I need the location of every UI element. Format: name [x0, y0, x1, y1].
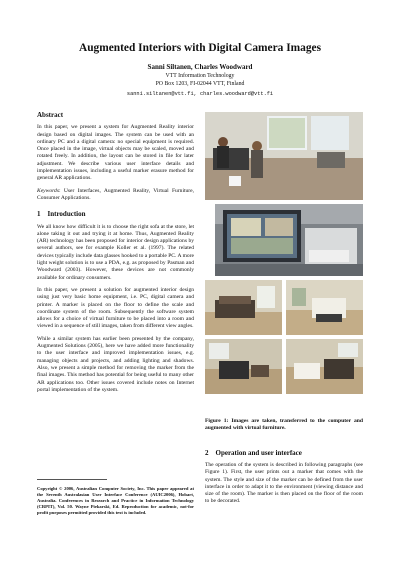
section2-number: 2: [205, 449, 209, 457]
section1-number: 1: [37, 210, 41, 219]
paper-title: Augmented Interiors with Digital Camera Images: [78, 42, 322, 54]
keywords-label: Keywords: [37, 187, 59, 194]
section2-text: The operation of the system is described in following paragraphs (see Figure 1). First, the user prints out a marker that comes with the system. The style and size of the marker can be defined from the user interface in order to adapt it to the environment (viewing distance and size of the room). The marker is then placed on the floor of the room to be decorated.: [205, 462, 363, 505]
author-emails: sanni.siltanen@vtt.fi, charles.woodward@vtt.fi: [126, 91, 274, 97]
section2-title: Operation and user interface: [215, 449, 302, 457]
photo-augmented-room-4: [286, 339, 363, 394]
figure-1-caption: Figure 1: Images are taken, transferred to the computer and augmented with virtual furniture.: [205, 418, 363, 432]
intro-paragraph-3: While a similar system has earlier been presented by the company, Augmented Solutions (2005), here we have added more functionality to the user interface and improved implementation issues, e.g. managing objects and projects, and adding lighting and shadows. Also, we present a simple method for removing the marker from the final images. This method has potential for being useful to many other AR applications too. Other issues covered include notes on Internet portal implementation of the system.: [37, 335, 194, 393]
affiliation: VTT Information Technology: [165, 73, 235, 79]
copyright-notice: Copyright © 2006, Australian Computer Society, Inc. This paper appeared at the Seventh Australasian User Interface Conference (AUIC2006), Hobart, Australia. Conferences in Research and Practice in Information Technology (CRPIT), Vol. 50. Wayne Piekarski, Ed. Reproduction for academic, not-for profit purposes permitted provided this text is included.: [37, 486, 194, 515]
paper-authors: Sanni Siltanen, Charles Woodward: [147, 63, 253, 71]
photo-living-room: [205, 112, 363, 200]
abstract-text: In this paper, we present a system for Augmented Reality interior design based on digital images. The system can be used with an ordinary PC and a digital camera: no special equipment is required. Once placed in the image, virtual objects may be scaled, moved and rotated freely. In addition, the layout can be stored in file for later adjustment. We describe various user interface details and implementation issues, including a useful marker erasure method for general AR applications.: [37, 124, 194, 182]
section1-heading: [37, 211, 194, 218]
address: PO Box 1203, FI-02044 VTT, Finland: [155, 81, 245, 87]
left-column: [37, 112, 194, 399]
section1-title: Introduction: [47, 210, 86, 219]
section2-heading: [205, 449, 363, 457]
keywords-text: : User Interfaces, Augmented Reality, Virtual Furniture, Consumer Applications.: [37, 187, 194, 201]
abstract-heading: Abstract: [37, 111, 64, 119]
footnote-rule: [37, 479, 107, 480]
figure-1: [205, 112, 363, 402]
intro-paragraph-1: We all know how difficult it is to choose the right sofa at the store, let alone taking it out and trying it at home. Thus, Augmented Reality (AR) technology has been proposed for interior design applications by several authors, see for example Koller et al. (1997). The related devices typically include data glasses hooked to a portable PC. A more light weight solution is to use a PDA, e.g. as proposed by Pasman and Woodward (2003). However, these devices are not commonly available for ordinary consumers.: [37, 223, 194, 281]
photo-augmented-room-3: [205, 339, 282, 394]
photo-augmented-room-1: [205, 280, 282, 335]
keywords: [37, 188, 194, 203]
photo-computer-screen: [215, 204, 363, 276]
intro-paragraph-2: In this paper, we present a solution for augmented interior design using just very basic home equipment, i.e. PC, digital camera and printer. A marker is placed on the floor to define the scale and coordinate system of the room. Subsequently the software system allows for a choice of virtual furniture to be placed into a room and viewed in a sequence of still images, taken from different view angles.: [37, 286, 194, 330]
photo-augmented-room-2: [286, 280, 363, 335]
